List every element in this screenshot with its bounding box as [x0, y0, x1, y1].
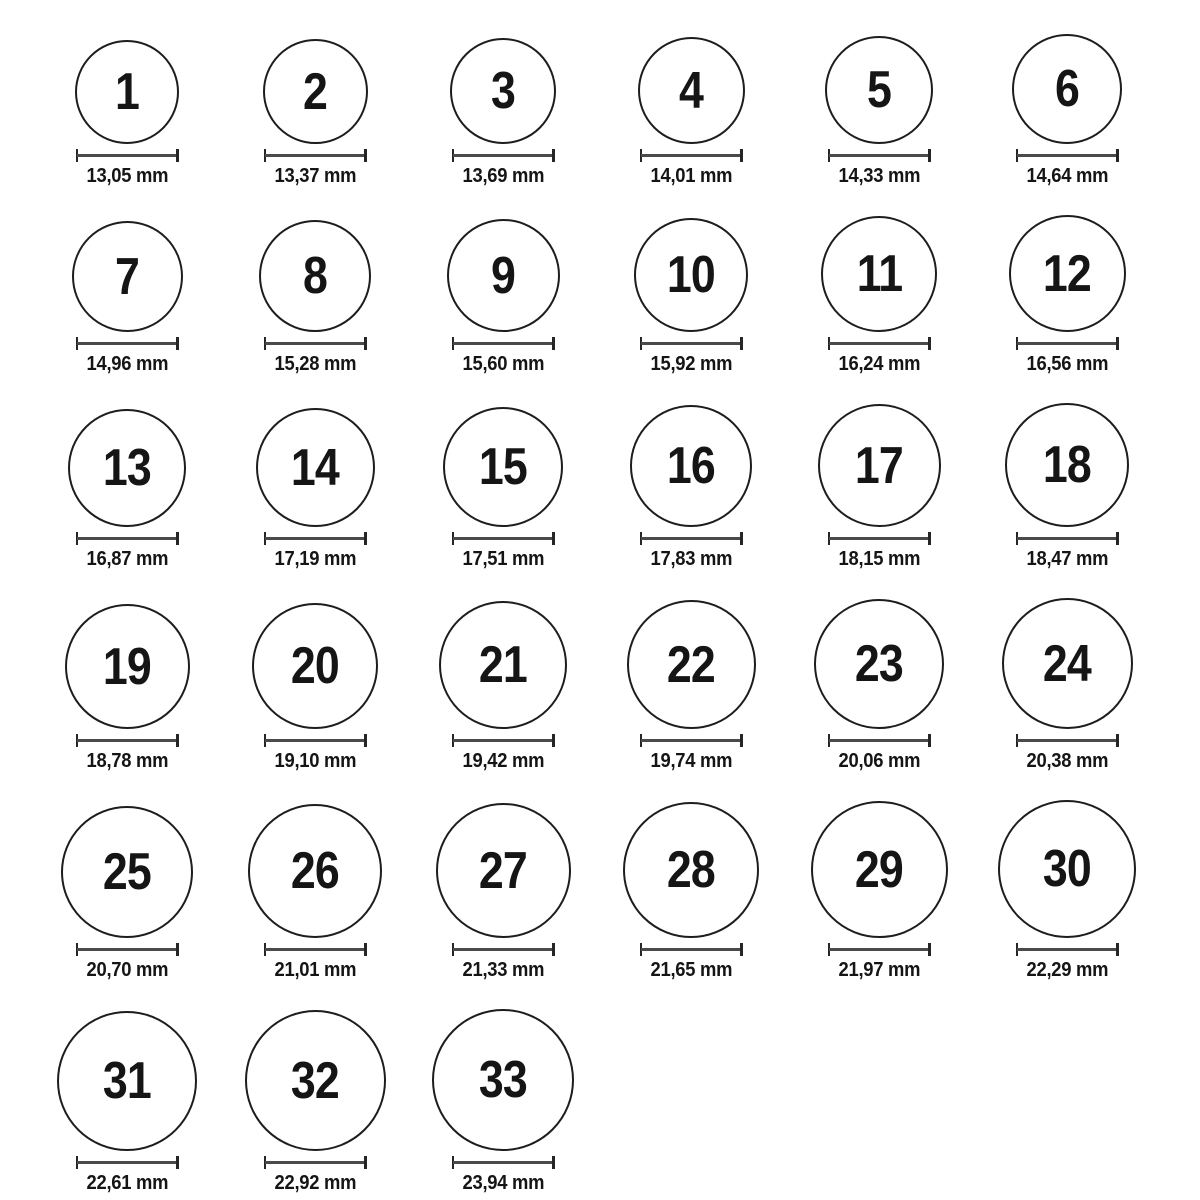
measure-tick-right-icon	[1116, 734, 1119, 747]
measure-tick-right-icon	[364, 149, 367, 162]
diameter-label: 16,56 mm	[1026, 353, 1108, 375]
ring-size-number: 19	[102, 637, 152, 696]
measure-line-icon	[829, 342, 930, 345]
diameter-measure	[1016, 532, 1119, 545]
diameter-measure	[264, 1156, 367, 1169]
ring-circle	[256, 408, 375, 527]
ring-circle	[263, 39, 368, 144]
ring-size-cell	[785, 598, 973, 772]
ring-circle	[1002, 598, 1133, 729]
ring-size-cell	[973, 800, 1161, 981]
diameter-measure	[264, 149, 367, 162]
measure-tick-right-icon	[552, 1156, 555, 1169]
measure-line-icon	[453, 948, 554, 951]
measure-tick-right-icon	[928, 149, 931, 162]
measure-tick-right-icon	[740, 149, 743, 162]
measure-line-icon	[77, 1161, 178, 1164]
ring-circle	[1005, 403, 1129, 527]
ring-circle	[627, 600, 756, 729]
ring-size-cell	[973, 34, 1161, 187]
measure-tick-right-icon	[1116, 532, 1119, 545]
measure-tick-right-icon	[364, 532, 367, 545]
ring-circle	[72, 221, 183, 332]
size-row-5	[33, 800, 1200, 981]
ring-size-number: 11	[856, 245, 902, 303]
diameter-label: 20,70 mm	[86, 959, 168, 981]
measure-tick-right-icon	[740, 532, 743, 545]
ring-size-number: 31	[102, 1052, 152, 1110]
diameter-measure	[452, 149, 555, 162]
ring-size-cell	[33, 34, 221, 187]
diameter-label: 15,28 mm	[274, 353, 356, 375]
measure-line-icon	[1017, 537, 1118, 540]
size-row-4	[33, 598, 1200, 772]
ring-size-number: 8	[302, 247, 327, 305]
measure-tick-right-icon	[552, 532, 555, 545]
ring-size-number: 22	[666, 635, 716, 694]
ring-size-cell	[33, 1009, 221, 1194]
ring-size-cell	[785, 215, 973, 375]
measure-line-icon	[829, 739, 930, 742]
measure-tick-right-icon	[740, 734, 743, 747]
ring-circle	[450, 38, 556, 144]
measure-line-icon	[641, 342, 742, 345]
diameter-measure	[452, 532, 555, 545]
ring-size-cell	[409, 598, 597, 772]
ring-circle	[436, 803, 571, 938]
size-row-2	[33, 215, 1200, 375]
ring-size-number: 13	[102, 439, 152, 497]
diameter-measure	[640, 149, 743, 162]
ring-circle	[814, 599, 944, 729]
diameter-label: 17,51 mm	[462, 548, 544, 570]
measure-tick-right-icon	[1116, 943, 1119, 956]
diameter-label: 21,01 mm	[274, 959, 356, 981]
measure-line-icon	[265, 948, 366, 951]
ring-circle	[811, 801, 948, 938]
measure-line-icon	[453, 739, 554, 742]
measure-tick-right-icon	[364, 943, 367, 956]
diameter-label: 18,47 mm	[1026, 548, 1108, 570]
diameter-label: 19,74 mm	[650, 750, 732, 772]
diameter-measure	[640, 532, 743, 545]
ring-size-cell	[597, 34, 785, 187]
ring-circle	[825, 36, 933, 144]
diameter-measure	[828, 532, 931, 545]
diameter-measure	[828, 943, 931, 956]
ring-size-cell	[33, 403, 221, 570]
measure-line-icon	[829, 948, 930, 951]
ring-size-cell	[221, 598, 409, 772]
ring-size-cell	[597, 403, 785, 570]
ring-circle	[61, 806, 193, 938]
ring-circle	[638, 37, 745, 144]
diameter-label: 14,96 mm	[86, 353, 168, 375]
measure-tick-right-icon	[552, 149, 555, 162]
ring-size-number: 18	[1042, 436, 1092, 494]
ring-size-cell	[221, 1009, 409, 1194]
diameter-measure	[76, 532, 179, 545]
ring-circle	[447, 219, 560, 332]
ring-circle	[432, 1009, 574, 1151]
measure-line-icon	[1017, 154, 1118, 157]
diameter-label: 22,29 mm	[1026, 959, 1108, 981]
diameter-measure	[640, 943, 743, 956]
diameter-measure	[76, 943, 179, 956]
ring-circle	[998, 800, 1136, 938]
diameter-label: 17,83 mm	[650, 548, 732, 570]
measure-line-icon	[265, 1161, 366, 1164]
ring-size-number: 30	[1042, 840, 1092, 898]
diameter-measure	[264, 337, 367, 350]
measure-line-icon	[641, 739, 742, 742]
ring-size-number: 15	[478, 438, 528, 496]
ring-circle	[245, 1010, 386, 1151]
diameter-label: 13,37 mm	[274, 165, 356, 187]
measure-line-icon	[829, 154, 930, 157]
measure-tick-right-icon	[1116, 149, 1119, 162]
ring-circle	[68, 409, 186, 527]
ring-size-number: 10	[666, 246, 716, 304]
size-row-6	[33, 1009, 1200, 1194]
diameter-label: 17,19 mm	[274, 548, 356, 570]
ring-size-cell	[409, 34, 597, 187]
diameter-label: 18,78 mm	[86, 750, 168, 772]
ring-size-number: 20	[290, 637, 340, 695]
ring-size-number: 17	[854, 436, 904, 495]
ring-circle	[75, 40, 179, 144]
diameter-measure	[452, 734, 555, 747]
measure-line-icon	[1017, 739, 1118, 742]
ring-size-number: 3	[490, 62, 515, 120]
ring-size-cell	[597, 598, 785, 772]
ring-circle	[1012, 34, 1122, 144]
measure-tick-right-icon	[552, 337, 555, 350]
ring-size-cell	[409, 1009, 597, 1194]
ring-size-cell	[785, 34, 973, 187]
ring-circle	[439, 601, 567, 729]
diameter-measure	[452, 1156, 555, 1169]
ring-size-cell	[33, 598, 221, 772]
diameter-label: 13,05 mm	[86, 165, 168, 187]
measure-line-icon	[453, 342, 554, 345]
diameter-measure	[264, 532, 367, 545]
measure-line-icon	[453, 154, 554, 157]
ring-size-cell	[973, 215, 1161, 375]
ring-size-number: 12	[1042, 244, 1092, 303]
measure-tick-right-icon	[176, 337, 179, 350]
diameter-label: 18,15 mm	[838, 548, 920, 570]
ring-circle	[65, 604, 190, 729]
ring-size-number: 7	[114, 247, 139, 306]
diameter-measure	[76, 1156, 179, 1169]
ring-size-cell	[785, 403, 973, 570]
measure-tick-right-icon	[176, 943, 179, 956]
size-row-3	[33, 403, 1200, 570]
ring-circle	[57, 1011, 197, 1151]
measure-line-icon	[265, 154, 366, 157]
measure-tick-right-icon	[364, 734, 367, 747]
measure-line-icon	[1017, 948, 1118, 951]
ring-size-cell	[221, 215, 409, 375]
diameter-label: 16,24 mm	[838, 353, 920, 375]
measure-tick-right-icon	[364, 1156, 367, 1169]
diameter-label: 21,33 mm	[462, 959, 544, 981]
measure-line-icon	[77, 154, 178, 157]
ring-size-cell	[973, 598, 1161, 772]
diameter-measure	[640, 734, 743, 747]
size-row-1	[33, 34, 1200, 187]
ring-size-number: 33	[478, 1051, 528, 1109]
ring-size-number: 1	[114, 63, 139, 121]
diameter-measure	[1016, 943, 1119, 956]
measure-line-icon	[641, 948, 742, 951]
ring-size-cell	[221, 403, 409, 570]
measure-line-icon	[829, 537, 930, 540]
measure-line-icon	[77, 739, 178, 742]
measure-line-icon	[265, 537, 366, 540]
measure-tick-right-icon	[928, 532, 931, 545]
measure-tick-right-icon	[364, 337, 367, 350]
diameter-measure	[828, 734, 931, 747]
diameter-measure	[640, 337, 743, 350]
diameter-label: 15,92 mm	[650, 353, 732, 375]
diameter-measure	[76, 337, 179, 350]
diameter-measure	[1016, 734, 1119, 747]
ring-size-number: 6	[1054, 60, 1079, 118]
ring-size-number: 23	[854, 635, 904, 693]
diameter-measure	[76, 149, 179, 162]
ring-size-cell	[221, 800, 409, 981]
diameter-label: 13,69 mm	[462, 165, 544, 187]
measure-tick-right-icon	[740, 337, 743, 350]
diameter-label: 14,33 mm	[838, 165, 920, 187]
measure-tick-right-icon	[740, 943, 743, 956]
diameter-label: 14,64 mm	[1026, 165, 1108, 187]
measure-tick-right-icon	[552, 734, 555, 747]
measure-line-icon	[453, 1161, 554, 1164]
diameter-measure	[452, 943, 555, 956]
ring-circle	[818, 404, 941, 527]
diameter-label: 23,94 mm	[462, 1172, 544, 1194]
measure-line-icon	[265, 342, 366, 345]
ring-size-number: 2	[302, 62, 327, 121]
ring-size-cell	[597, 800, 785, 981]
diameter-measure	[264, 943, 367, 956]
ring-size-number: 32	[290, 1051, 340, 1110]
ring-size-number: 29	[854, 840, 904, 899]
diameter-label: 20,38 mm	[1026, 750, 1108, 772]
measure-line-icon	[641, 154, 742, 157]
diameter-measure	[264, 734, 367, 747]
diameter-measure	[1016, 149, 1119, 162]
diameter-label: 20,06 mm	[838, 750, 920, 772]
measure-line-icon	[77, 342, 178, 345]
ring-circle	[634, 218, 748, 332]
ring-circle	[248, 804, 382, 938]
diameter-measure	[1016, 337, 1119, 350]
measure-line-icon	[1017, 342, 1118, 345]
ring-size-number: 4	[678, 61, 703, 120]
diameter-label: 21,65 mm	[650, 959, 732, 981]
ring-circle	[630, 405, 752, 527]
ring-size-cell	[409, 403, 597, 570]
diameter-label: 22,61 mm	[86, 1172, 168, 1194]
diameter-label: 19,42 mm	[462, 750, 544, 772]
measure-line-icon	[77, 948, 178, 951]
ring-size-cell	[597, 215, 785, 375]
ring-circle	[443, 407, 563, 527]
ring-size-number: 28	[666, 841, 716, 899]
ring-size-number: 26	[290, 842, 340, 900]
measure-line-icon	[641, 537, 742, 540]
diameter-label: 16,87 mm	[86, 548, 168, 570]
measure-tick-right-icon	[928, 734, 931, 747]
diameter-measure	[828, 149, 931, 162]
ring-size-cell	[409, 215, 597, 375]
measure-tick-right-icon	[176, 734, 179, 747]
ring-size-cell	[33, 215, 221, 375]
ring-size-cell	[785, 800, 973, 981]
ring-circle	[821, 216, 937, 332]
diameter-label: 19,10 mm	[274, 750, 356, 772]
ring-size-cell	[973, 403, 1161, 570]
ring-size-number: 14	[290, 438, 340, 497]
ring-size-number: 9	[490, 246, 515, 305]
ring-size-number: 27	[478, 841, 528, 900]
measure-line-icon	[453, 537, 554, 540]
measure-tick-right-icon	[928, 943, 931, 956]
measure-tick-right-icon	[928, 337, 931, 350]
diameter-measure	[828, 337, 931, 350]
diameter-measure	[452, 337, 555, 350]
ring-size-number: 5	[866, 61, 891, 119]
ring-size-number: 16	[666, 437, 716, 495]
measure-tick-right-icon	[176, 149, 179, 162]
measure-line-icon	[77, 537, 178, 540]
diameter-label: 21,97 mm	[838, 959, 920, 981]
ring-size-number: 25	[102, 843, 152, 901]
size-grid	[33, 34, 1200, 1194]
diameter-label: 22,92 mm	[274, 1172, 356, 1194]
ring-circle	[259, 220, 371, 332]
diameter-label: 15,60 mm	[462, 353, 544, 375]
ring-size-number: 24	[1042, 634, 1092, 693]
measure-tick-right-icon	[1116, 337, 1119, 350]
diameter-measure	[76, 734, 179, 747]
ring-size-number: 21	[478, 636, 528, 694]
ring-circle	[252, 603, 378, 729]
ring-size-cell	[221, 34, 409, 187]
measure-line-icon	[265, 739, 366, 742]
ring-circle	[1009, 215, 1126, 332]
measure-tick-right-icon	[552, 943, 555, 956]
ring-size-cell	[409, 800, 597, 981]
ring-circle	[623, 802, 759, 938]
diameter-label: 14,01 mm	[650, 165, 732, 187]
measure-tick-right-icon	[176, 532, 179, 545]
measure-tick-right-icon	[176, 1156, 179, 1169]
ring-size-cell	[33, 800, 221, 981]
